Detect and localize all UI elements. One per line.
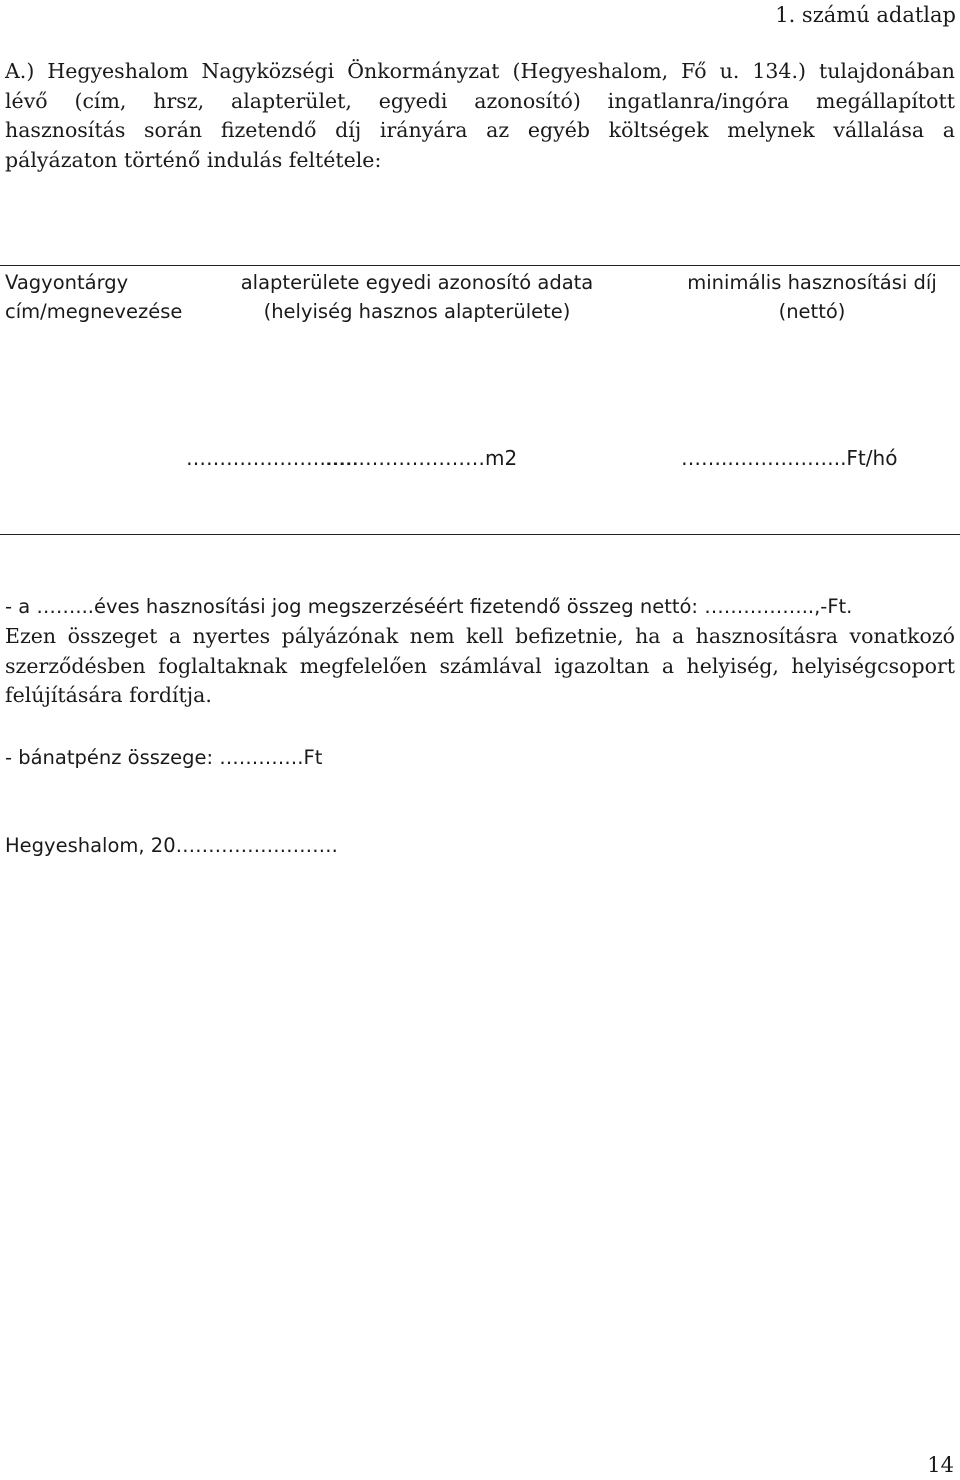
place-date-line: Hegyeshalom, 20……………………. (5, 834, 338, 857)
fee-paragraph-line: szerződésben foglaltaknak megfelelően számlával igazoltan a helyiség, helyiségcsoport (5, 653, 955, 678)
sheet-label: 1. számú adatlap (775, 3, 956, 27)
table-top-rule (0, 265, 960, 266)
table-header-text: cím/megnevezése (5, 300, 183, 323)
table-header-text: minimális hasznosítási díj (687, 271, 937, 294)
table-header-text: alapterülete egyedi azonosító adata (240, 271, 594, 294)
table-header-text: Vagyontárgy (5, 271, 129, 294)
table-header-text: (nettó) (778, 300, 846, 323)
table-bottom-rule (0, 534, 960, 535)
intro-paragraph (5, 57, 955, 175)
fee-paragraph-line: Ezen összeget a nyertes pályázónak nem kell befizetnie, ha a hasznosításra vonatkozó (5, 624, 955, 648)
fee-paragraph (5, 622, 955, 711)
blank-fee-field: ……..……………..Ft/hó (681, 446, 898, 470)
fee-line: - a ……...éves hasznosítási jog megszerzéséért fizetendő összeg nettó: ……………..,-Ft. (5, 595, 853, 618)
table-header-asset (5, 268, 182, 326)
table-header-area (222, 268, 612, 326)
deposit-line: - bánatpénz összege: ………….Ft (5, 746, 323, 769)
table-header-text: (helyiség hasznos alapterülete) (263, 300, 571, 323)
blank-asset-field: …………………….. (186, 446, 359, 470)
table-header-min-fee (668, 268, 956, 326)
intro-line: pályázaton történő indulás feltétele: (5, 147, 382, 172)
intro-line: A.) Hegyeshalom Nagyközségi Önkormányzat (Hegyeshalom, Fő u. 134.) tulajdonában (5, 59, 955, 83)
intro-line: hasznosítás során fizetendő díj irányára az egyéb költségek melynek vállalása a (5, 118, 955, 142)
blank-area-field: ……………………m2 (325, 446, 518, 470)
fee-paragraph-line: felújítására fordítja. (5, 683, 212, 707)
intro-line: lévő (cím, hrsz, alapterület, egyedi azonosító) ingatlanra/ingóra megállapított (5, 88, 955, 113)
page-number: 14 (927, 1453, 954, 1477)
